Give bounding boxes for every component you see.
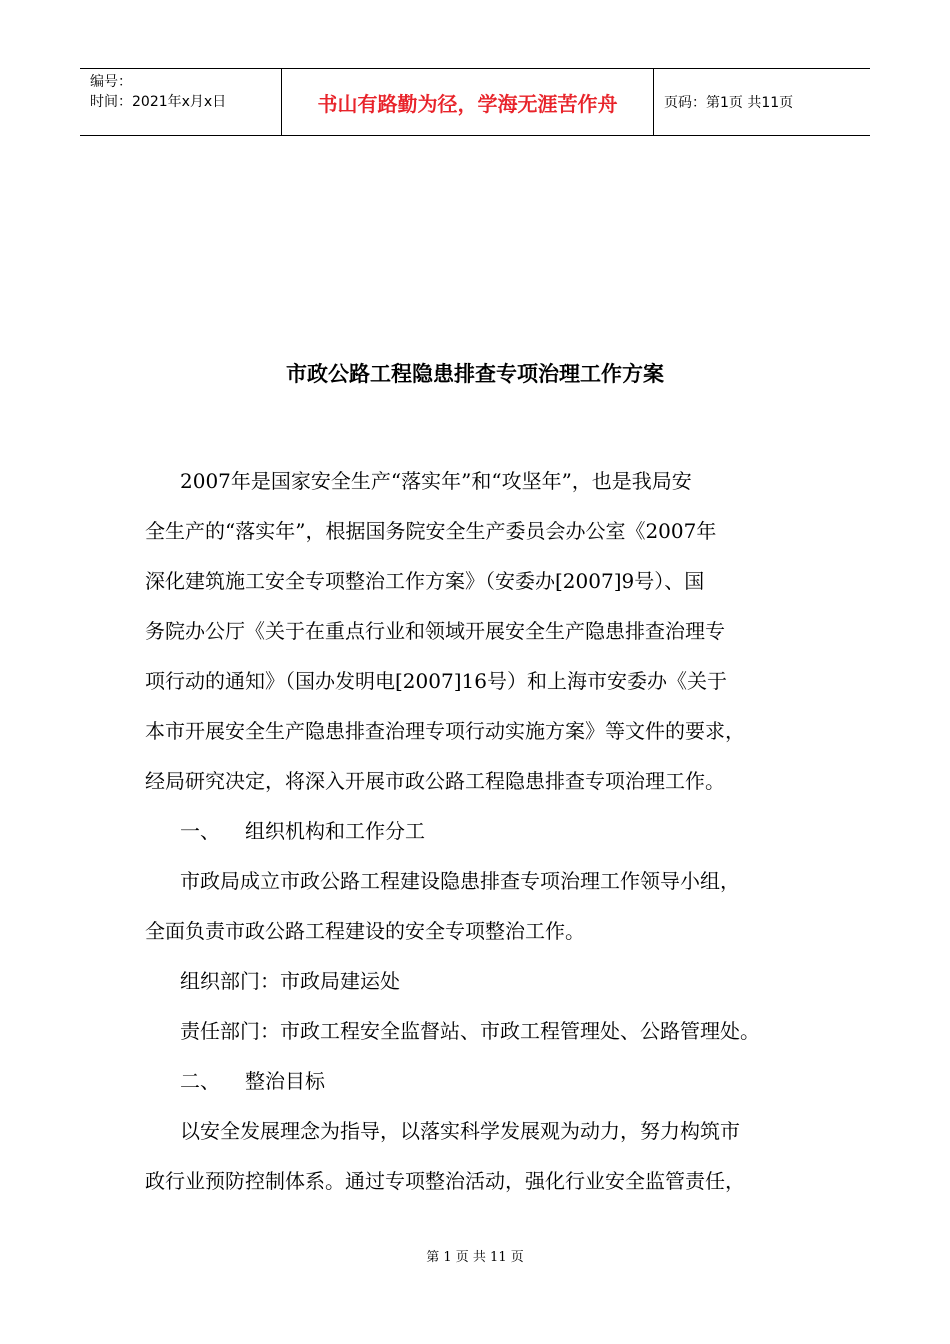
number-label: 编号：	[90, 74, 132, 90]
page-footer: 第 1 页 共 11 页	[426, 1250, 524, 1265]
org-dept-line: 组织部门：市政局建运处	[180, 969, 400, 993]
section-title: 组织机构和工作分工	[245, 819, 425, 843]
section-heading-2	[145, 1056, 825, 1106]
paragraph-line: 务院办公厅《关于在重点行业和领域开展安全生产隐患排查治理专	[145, 619, 725, 643]
document-title: 市政公路工程隐患排查专项治理工作方案	[286, 362, 664, 386]
paragraph-line: 经局研究决定，将深入开展市政公路工程隐患排查专项治理工作。	[145, 769, 725, 793]
paragraph-line: 2007年是国家安全生产“落实年”和“攻坚年”，也是我局安	[180, 469, 692, 493]
header-motto: 书山有路勤为径，学海无涯苦作舟	[282, 69, 654, 135]
paragraph-line: 以安全发展理念为指导，以落实科学发展观为动力，努力构筑市	[180, 1119, 740, 1143]
paragraph-line: 市政局成立市政公路工程建设隐患排查专项治理工作领导小组，	[180, 869, 740, 893]
document-body	[145, 456, 825, 1206]
header-page-info: 页码：第1页 共11页	[664, 95, 794, 111]
paragraph-line: 全面负责市政公路工程建设的安全专项整治工作。	[145, 919, 585, 943]
section-number: 一、	[180, 819, 220, 843]
section-title: 整治目标	[245, 1069, 325, 1093]
section-heading-1	[145, 806, 825, 856]
section-number: 二、	[180, 1069, 220, 1093]
date-label: 时间：2021年x月x日	[90, 94, 227, 110]
paragraph-line: 项行动的通知》（国办发明电[2007]16号）和上海市安委办《关于	[145, 669, 727, 693]
paragraph-line: 政行业预防控制体系。通过专项整治活动，强化行业安全监管责任，	[145, 1169, 745, 1193]
paragraph-line: 全生产的“落实年”，根据国务院安全生产委员会办公室《2007年	[145, 519, 717, 543]
resp-dept-line: 责任部门：市政工程安全监督站、市政工程管理处、公路管理处。	[180, 1019, 760, 1043]
paragraph-line: 本市开展安全生产隐患排查治理专项行动实施方案》等文件的要求，	[145, 719, 745, 743]
paragraph-line: 深化建筑施工安全专项整治工作方案》（安委办[2007]9号）、国	[145, 569, 705, 593]
header-table	[80, 68, 870, 136]
header-meta-cell	[80, 69, 282, 135]
